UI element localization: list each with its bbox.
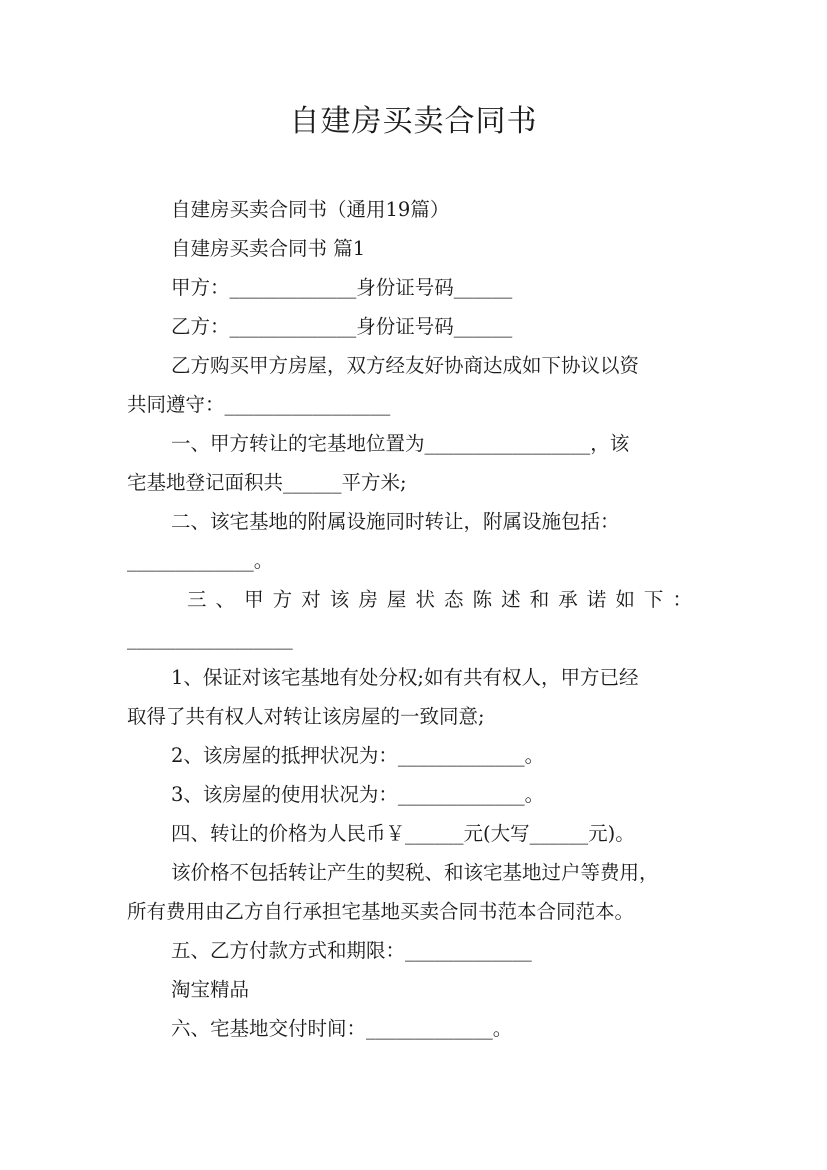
- clause-6-line: 六、宅基地交付时间：_____________。: [171, 1017, 513, 1040]
- clause-1-line: 宅基地登记面积共______平方米;: [127, 471, 407, 494]
- item-1-line: 1、保证对该宅基地有处分权;如有共有权人，甲方已经: [171, 666, 639, 689]
- watermark-text: 淘宝精品: [171, 978, 250, 1001]
- clause-2-line: 二、该宅基地的附属设施同时转让，附属设施包括：: [171, 510, 620, 533]
- clause-1-line: 一、甲方转让的宅基地位置为_________________，该: [171, 432, 630, 455]
- clause-2-line: _____________。: [127, 549, 274, 572]
- clause-5-line: 五、乙方付款方式和期限：_____________: [171, 939, 532, 962]
- clause-3-line: _________________: [127, 627, 293, 650]
- document-title: 自建房买卖合同书: [289, 104, 538, 139]
- clause-3-line: 三、甲方对该房屋状态陈述和承诺如下：: [187, 588, 692, 611]
- paragraph-line: 乙方购买甲方房屋，双方经友好协商达成如下协议以资: [171, 354, 640, 377]
- item-1-line: 取得了共有权人对转让该房屋的一致同意;: [127, 705, 485, 728]
- section-heading: 自建房买卖合同书 篇1: [171, 237, 366, 260]
- clause-4-line: 四、转让的价格为人民币￥______元(大写______元)。: [171, 822, 635, 845]
- clause-4-line: 所有费用由乙方自行承担宅基地买卖合同书范本合同范本。: [127, 900, 635, 923]
- clause-4-line: 该价格不包括转让产生的契税、和该宅基地过户等费用，: [171, 861, 659, 884]
- party-b-line: 乙方：_____________身份证号码______: [171, 315, 513, 338]
- paragraph-line: 共同遵守：_________________: [127, 393, 391, 416]
- party-a-line: 甲方：_____________身份证号码______: [171, 276, 513, 299]
- item-3-line: 3、该房屋的使用状况为：_____________。: [171, 783, 545, 806]
- doc-subtitle: 自建房买卖合同书（通用19篇）: [171, 198, 450, 221]
- item-2-line: 2、该房屋的抵押状况为：_____________。: [171, 744, 545, 767]
